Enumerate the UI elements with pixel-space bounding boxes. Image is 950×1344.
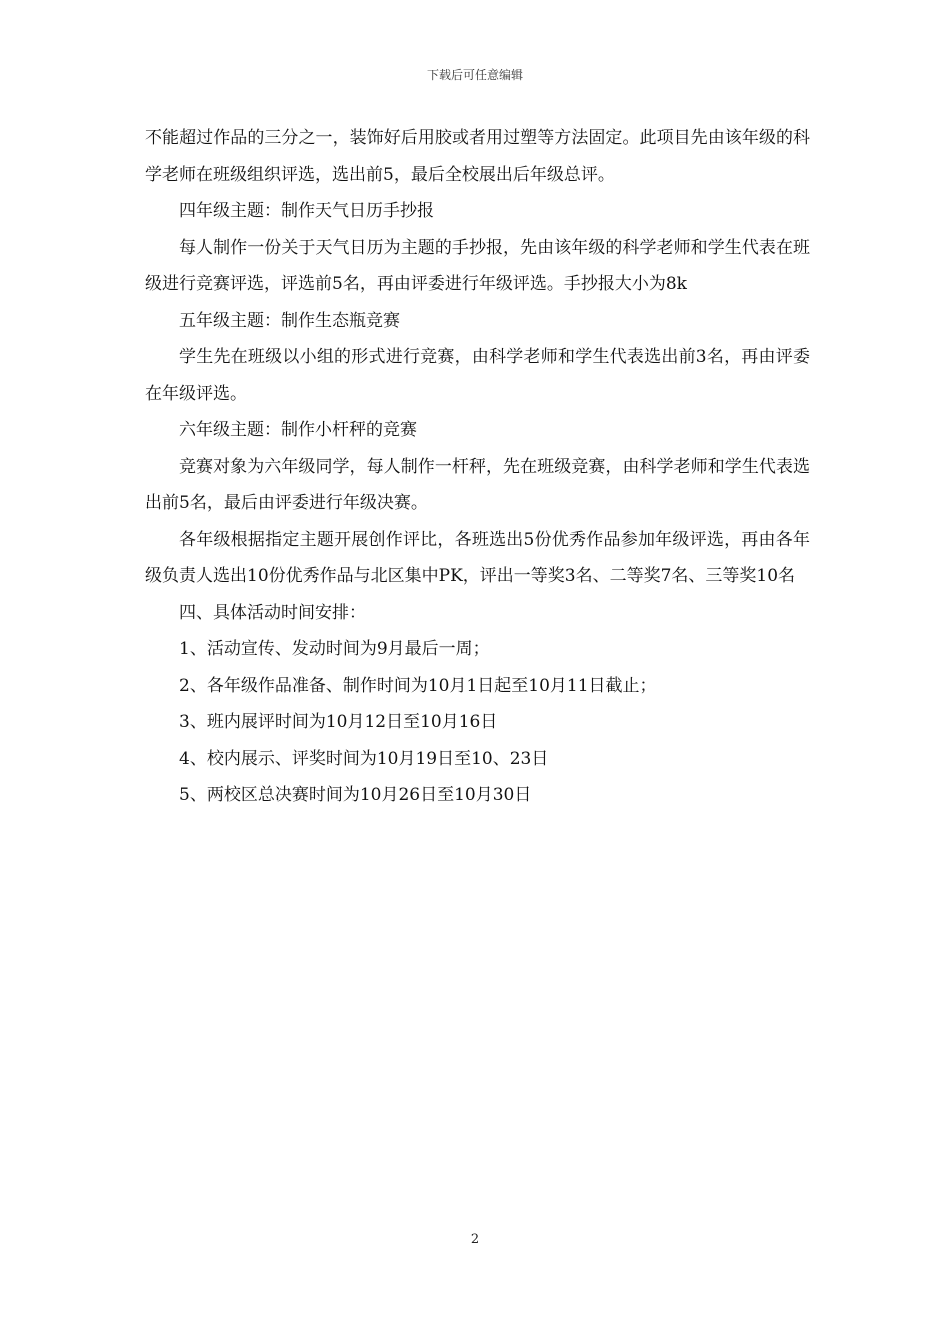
schedule-item-2: 2、各年级作品准备、制作时间为10月1日起至10月11日截止；: [179, 675, 657, 696]
schedule-item-4: 4、校内展示、评奖时间为10月19日至10、23日: [179, 748, 549, 769]
paragraph-grade6-desc: 竞赛对象为六年级同学，每人制作一杆秤，先在班级竞赛，由科学老师和学生代表选出前5名，最后由评委进行年级决赛。: [145, 456, 810, 513]
schedule-item-5: 5、两校区总决赛时间为10月26日至10月30日: [179, 785, 532, 805]
schedule-item-3: 3、班内展评时间为10月12日至10月16日: [179, 712, 498, 732]
schedule-item-1: 1、活动宣传、发动时间为9月最后一周；: [179, 639, 490, 659]
paragraph-awards: 各年级根据指定主题开展创作评比，各班选出5份优秀作品参加年级评选，再由各年级负责人选出10份优秀作品与北区集中PK，评出一等奖3名、二等奖7名、三等奖10名: [145, 529, 810, 586]
section-heading-schedule: 四、具体活动时间安排：: [179, 602, 366, 623]
paragraph-1: 不能超过作品的三分之一，装饰好后用胶或者用过塑等方法固定。此项目先由该年级的科学老师在班级组织评选，选出前5，最后全校展出后年级总评。: [145, 128, 810, 185]
document-body: [145, 120, 810, 814]
paragraph-grade6-title: 六年级主题：制作小杆秤的竞赛: [179, 420, 417, 440]
page-number: 2: [470, 1232, 480, 1247]
paragraph-grade4-desc: 每人制作一份关于天气日历为主题的手抄报，先由该年级的科学老师和学生代表在班级进行竞赛评选，评选前5名，再由评委进行年级评选。手抄报大小为8k: [145, 237, 810, 294]
page-header: 下载后可任意编辑: [426, 68, 523, 82]
paragraph-grade5-desc: 学生先在班级以小组的形式进行竞赛，由科学老师和学生代表选出前3名，再由评委在年级评选。: [145, 347, 810, 404]
paragraph-grade5-title: 五年级主题：制作生态瓶竞赛: [179, 310, 400, 331]
paragraph-grade4-title: 四年级主题：制作天气日历手抄报: [179, 201, 434, 221]
